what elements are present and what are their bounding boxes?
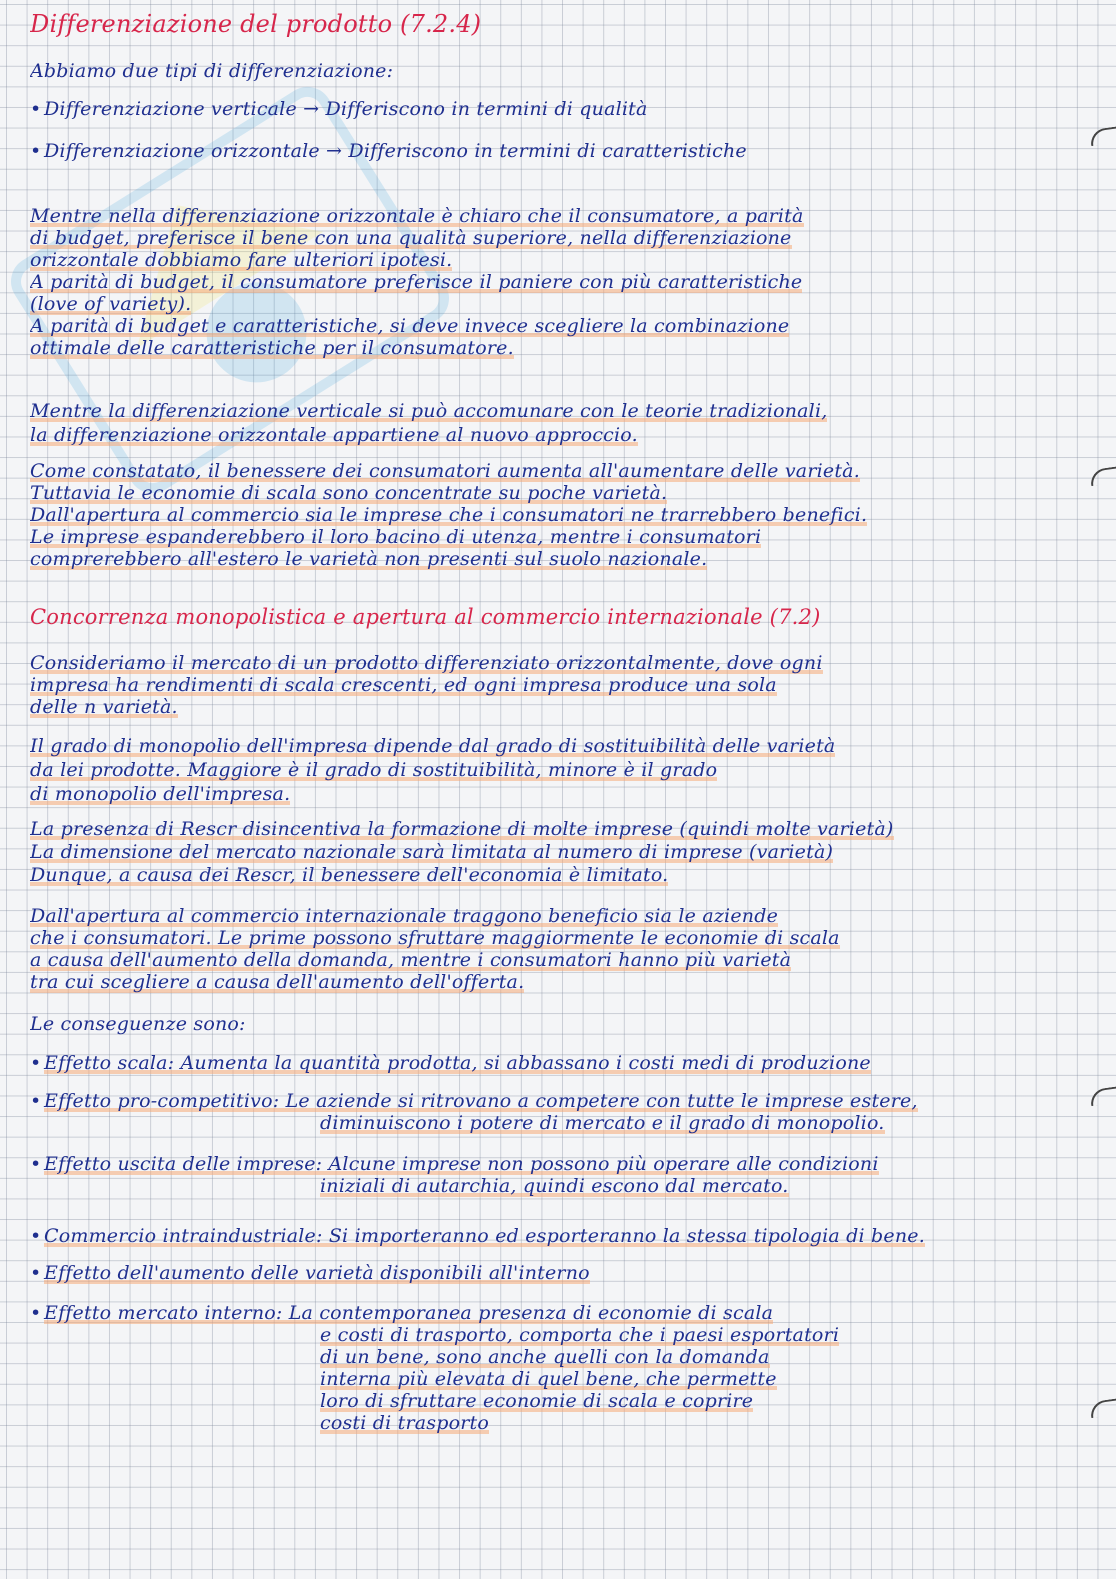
text-line-content: che i consumatori. Le prime possono sfruttare maggiormente le economie di scala <box>30 927 840 949</box>
text-line-content: Mentre nella differenziazione orizzontale è chiaro che il consumatore, a parità <box>30 205 804 227</box>
text-line-content: Come constatato, il benessere dei consumatori aumenta all'aumentare delle varietà. <box>30 460 860 482</box>
list-item-text: Effetto uscita delle imprese: Alcune imprese non possono più operare alle condizioni <box>44 1153 879 1175</box>
section-title-2: Concorrenza monopolistica e apertura al commercio internazionale (7.2) <box>30 605 821 629</box>
list-item-text: di un bene, sono anche quelli con la domanda <box>320 1346 770 1368</box>
list-item-text: diminuiscono i potere di mercato e il grado di monopolio. <box>320 1112 885 1134</box>
text-line-content: A parità di budget, il consumatore preferisce il paniere con più caratteristiche <box>30 271 803 293</box>
text-line-content: di monopolio dell'impresa. <box>30 783 291 805</box>
list-item: • Differenziazione verticale → Differiscono in termini di qualità <box>30 98 648 120</box>
text-line-content: Dunque, a causa dei Rescr, il benessere dell'economia è limitato. <box>30 864 669 886</box>
text-line-content: impresa ha rendimenti di scala crescenti, ed ogni impresa produce una sola <box>30 674 777 696</box>
text-line <box>30 293 1086 315</box>
text-line-content: Le imprese espanderebbero il loro bacino di utenza, mentre i consumatori <box>30 526 762 548</box>
list-item <box>320 1112 1086 1134</box>
text-line-content: comprerebbero all'estero le varietà non presenti sul suolo nazionale. <box>30 548 708 570</box>
ring-hole-2 <box>1089 466 1116 486</box>
list-item <box>320 1175 1086 1197</box>
bullet-icon: • <box>30 1302 42 1324</box>
consequences-intro: Le conseguenze sono: <box>30 1013 246 1035</box>
list-item <box>320 1346 1086 1368</box>
bullet-icon: • <box>30 1090 42 1112</box>
list-item <box>30 1052 1086 1074</box>
text-line <box>30 526 1086 548</box>
text-line <box>30 460 1086 482</box>
text-line-content: Consideriamo il mercato di un prodotto differenziato orizzontalmente, dove ogni <box>30 652 823 674</box>
text-line <box>30 674 1086 696</box>
text-line <box>30 783 1086 805</box>
text-line <box>30 400 1086 422</box>
intro-text: Abbiamo due tipi di differenziazione: <box>30 60 394 82</box>
bullet-icon: • <box>30 1262 42 1284</box>
text-line <box>30 548 1086 570</box>
text-line <box>30 652 1086 674</box>
list-item <box>320 1390 1086 1412</box>
text-line-content: di budget, preferisce il bene con una qualità superiore, nella differenziazione <box>30 227 792 249</box>
text-line <box>30 315 1086 337</box>
list-item <box>320 1412 1086 1434</box>
text-line-content: ottimale delle caratteristiche per il consumatore. <box>30 337 514 359</box>
list-item-text: loro di sfruttare economie di scala e coprire <box>320 1390 754 1412</box>
text-line-content: da lei prodotte. Maggiore è il grado di sostituibilità, minore è il grado <box>30 759 718 781</box>
text-line <box>30 337 1086 359</box>
text-line <box>30 841 1086 863</box>
list-item-text: costi di trasporto <box>320 1412 490 1434</box>
text-line <box>30 696 1086 718</box>
list-item-text: Effetto dell'aumento delle varietà disponibili all'interno <box>44 1262 590 1284</box>
text-line-content: Dall'apertura al commercio sia le imprese che i consumatori ne trarrebbero benefici. <box>30 504 868 526</box>
list-item-text: iniziali di autarchia, quindi escono dal mercato. <box>320 1175 789 1197</box>
text-line-content: orizzontale dobbiamo fare ulteriori ipotesi. <box>30 249 453 271</box>
bullet-icon: • <box>30 1153 42 1175</box>
text-line <box>30 905 1086 927</box>
list-item <box>320 1324 1086 1346</box>
list-item <box>30 1225 1086 1247</box>
text-line <box>30 504 1086 526</box>
list-item-text: Effetto mercato interno: La contemporanea presenza di economie di scala <box>44 1302 774 1324</box>
text-line-content: La dimensione del mercato nazionale sarà limitata al numero di imprese (varietà) <box>30 841 834 863</box>
text-line <box>30 205 1086 227</box>
text-line-content: (love of variety). <box>30 293 192 315</box>
text-line <box>30 818 1086 840</box>
bullet-icon: • <box>30 1225 42 1247</box>
text-line-content: la differenziazione orizzontale appartiene al nuovo approccio. <box>30 424 638 446</box>
text-line <box>30 949 1086 971</box>
text-line <box>30 482 1086 504</box>
text-line <box>30 927 1086 949</box>
text-line-content: Mentre la differenziazione verticale si può accomunare con le teorie tradizionali, <box>30 400 828 422</box>
text-line-content: La presenza di Rescr disincentiva la formazione di molte imprese (quindi molte varietà) <box>30 818 894 840</box>
list-item-text: interna più elevata di quel bene, che permette <box>320 1368 777 1390</box>
list-item-text: Effetto scala: Aumenta la quantità prodotta, si abbassano i costi medi di produzione <box>44 1052 871 1074</box>
bullet-icon: • <box>30 1052 42 1074</box>
text-line <box>30 271 1086 293</box>
text-line-content: delle n varietà. <box>30 696 178 718</box>
ring-hole-4 <box>1089 1398 1116 1418</box>
text-line-content: tra cui scegliere a causa dell'aumento dell'offerta. <box>30 971 525 993</box>
text-line-content: Il grado di monopolio dell'impresa dipende dal grado di sostituibilità delle varietà <box>30 735 836 757</box>
text-line <box>30 227 1086 249</box>
text-line-content: Dall'apertura al commercio internazionale traggono beneficio sia le aziende <box>30 905 779 927</box>
list-item-text: Effetto pro-competitivo: Le aziende si ritrovano a competere con tutte le imprese estere, <box>44 1090 918 1112</box>
list-item <box>30 1302 1086 1324</box>
text-line <box>30 249 1086 271</box>
list-item: • Differenziazione orizzontale → Differiscono in termini di caratteristiche <box>30 140 747 162</box>
list-item <box>320 1368 1086 1390</box>
ring-hole-1 <box>1089 126 1116 146</box>
list-item-text: e costi di trasporto, comporta che i paesi esportatori <box>320 1324 840 1346</box>
text-line-content: Tuttavia le economie di scala sono concentrate su poche varietà. <box>30 482 668 504</box>
section-title-1: Differenziazione del prodotto (7.2.4) <box>30 10 482 38</box>
text-line <box>30 971 1086 993</box>
list-item <box>30 1090 1086 1112</box>
text-line-content: A parità di budget e caratteristiche, si deve invece scegliere la combinazione <box>30 315 790 337</box>
text-line <box>30 864 1086 886</box>
list-item <box>30 1153 1086 1175</box>
list-item-text: Commercio intraindustriale: Si importeranno ed esporteranno la stessa tipologia di bene. <box>44 1225 925 1247</box>
ring-hole-3 <box>1089 1086 1116 1106</box>
list-item <box>30 1262 1086 1284</box>
text-line <box>30 424 1086 446</box>
text-line <box>30 759 1086 781</box>
text-line <box>30 735 1086 757</box>
text-line-content: a causa dell'aumento della domanda, mentre i consumatori hanno più varietà <box>30 949 792 971</box>
